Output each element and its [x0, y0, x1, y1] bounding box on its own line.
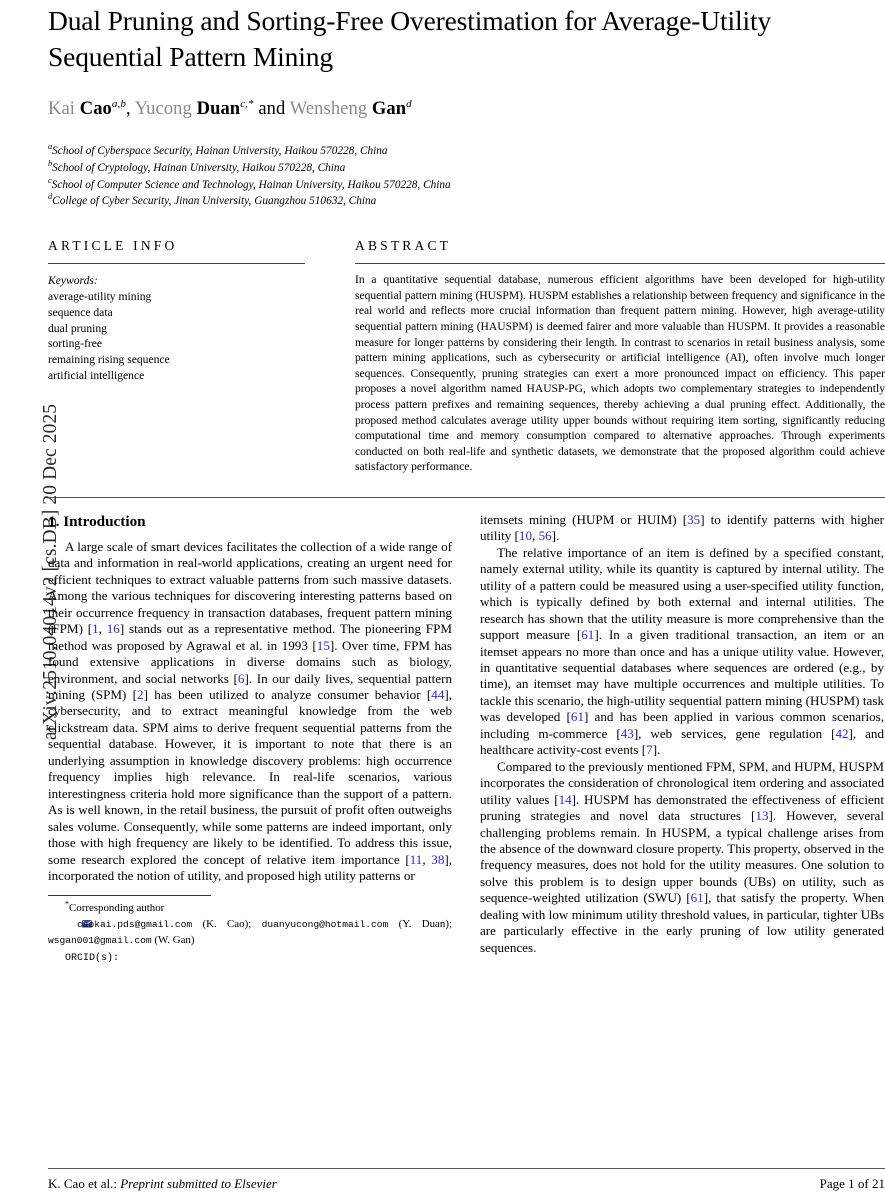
abstract-heading: ABSTRACT: [355, 238, 452, 254]
footer-authors: K. Cao et al.:: [48, 1176, 117, 1191]
orcid-label: ORCID(s):: [65, 952, 120, 964]
footnote-block: [48, 895, 452, 966]
affiliation-line: [48, 143, 885, 160]
email-author-1[interactable]: caokai.pds@gmail.com: [77, 919, 193, 931]
citation-link[interactable]: 61: [581, 627, 595, 643]
email-owner-2: (Y. Duan);: [398, 918, 452, 931]
two-column-body: [48, 512, 885, 967]
affiliation-mark: a: [48, 142, 53, 152]
footnote-corresponding-text: Corresponding author: [69, 902, 165, 915]
author-surname: Cao: [79, 99, 112, 119]
body-column-left: [48, 512, 452, 967]
envelope-icon: [65, 918, 75, 926]
footnote-emails: [48, 917, 452, 949]
section-heading-introduction: 1. Introduction: [48, 512, 146, 530]
citation-link[interactable]: 14: [558, 791, 572, 807]
arxiv-identifier-stamp: arXiv:2510.04014v2 [cs.DB] 20 Dec 2025: [40, 403, 61, 741]
article-info-heading: ARTICLE INFO: [48, 238, 178, 254]
affiliation-text: School of Cryptology, Hainan University, Haikou 570228, China: [52, 161, 346, 174]
body-paragraph: itemsets mining (HUPM or HUIM) [35] to identify patterns with higher utility [10, 56].: [480, 511, 884, 544]
affiliation-list: [48, 143, 885, 210]
keyword-item: sorting-free: [48, 337, 103, 351]
affiliation-text: College of Cyber Security, Jinan University, Guangzhou 510632, China: [52, 195, 377, 208]
author-given-name: Yucong: [134, 99, 197, 119]
author-list: [48, 97, 885, 121]
citation-link[interactable]: 44: [431, 686, 445, 702]
abstract-column: [355, 238, 885, 476]
citation-link[interactable]: 13: [755, 808, 769, 824]
affiliation-mark: c: [48, 175, 52, 185]
footer-page-number: Page 1 of 21: [819, 1176, 885, 1191]
footnote-rule: [48, 895, 211, 896]
footer-left: [48, 1176, 277, 1192]
paper-page: [48, 0, 885, 1200]
citation-link[interactable]: 7: [646, 742, 653, 758]
citation-link[interactable]: 1: [92, 621, 99, 637]
author-given-name: Kai: [48, 99, 80, 119]
author-given-name: Wensheng: [289, 99, 372, 119]
keyword-item: average-utility mining: [48, 289, 152, 303]
asterisk-icon: *: [65, 899, 69, 909]
citation-link[interactable]: 10: [518, 528, 533, 544]
affiliation-text: School of Cyberspace Security, Hainan University, Haikou 570228, China: [52, 145, 388, 157]
body-paragraph: A large scale of smart devices facilitates the collection of a wide range of data and information in real-world applications, creating an urgent need for efficient techniques to extract valuable patterns from such massive datasets. Among the various techniques for discovering interesting patterns based on their occurrence frequency in transaction databases, frequent pattern mining (FPM) [1, 16] stands out as a representative method. The pioneering FPM method was proposed by Agrawal et al. in 1993 [15]. Over time, FPM has found extensive applications in diverse domains such as biology, environment, and social networks [6]. In our daily lives, sequential pattern mining (SPM) [2] has been utilized to analyze consumer behavior [44], cybersecurity, and to extract meaningful knowledge from the web clickstream data. SPM aims to derive frequent sequential patterns from the sequential database. However, it is important to note that there is an underlying assumption in knowledge discovery problems: high occurrence frequency implies high relevance. In real-life scenarios, various interestingness criteria hold more significance than the support of a pattern. As is well known, in the retail business, the pursuit of profit often outweighs sales volume. Consequently, while some patterns are indeed important, only those with high frequency are likely to be identified. To address this issue, some research explored the concept of relative item importance [11, 38], incorporated the notion of utility, and proposed high utility patterns or: [48, 538, 453, 883]
keyword-item: remaining rising sequence: [48, 353, 170, 367]
affiliation-line: [48, 177, 885, 194]
affiliation-line: [48, 193, 885, 210]
affiliation-text: School of Computer Science and Technology, Hainan University, Haikou 570228, China: [51, 178, 451, 191]
keyword-item: dual pruning: [48, 321, 107, 335]
keyword-item: artificial intelligence: [48, 368, 145, 382]
footer-row: [48, 1176, 885, 1192]
citation-link[interactable]: 16: [106, 621, 120, 637]
author-affiliation-mark: c,*: [240, 97, 254, 110]
abstract-rule: [355, 263, 885, 264]
affiliation-mark: b: [48, 159, 53, 169]
footnote-orcid: [48, 950, 452, 967]
affiliation-mark: d: [48, 192, 53, 202]
citation-link[interactable]: 35: [687, 511, 701, 527]
abstract-text: In a quantitative sequential database, numerous efficient algorithms have been developed for high-utility sequential pattern mining (HUSPM). HUSPM establishes a relationship between frequency and significance in the real world and reflects more crucial information than frequent pattern mining. However, high average-utility sequential pattern mining (HAUSPM) is deemed fairer and more valuable than HUSPM. It provides a reasonable measure for longer patterns by considering their length. In contrast to scenarios in retail business analysis, some pattern mining applications, such as cybersecurity or artificial intelligence (AI), often involve much longer sequences. Consequently, pruning strategies can exert a more pronounced impact on efficiency. This paper proposes a novel algorithm named HAUSP-PG, which adopts two complementary strategies to independently process pattern prefixes and remaining sequences, thereby achieving a dual pruning effect. Additionally, the proposed method calculates average utility upper bounds without requiring item sorting, significantly reducing computational time and memory consumption compared to alternative approaches. Through experiments conducted on both real-life and synthetic datasets, we demonstrate that the proposed algorithm could achieve satisfactory performance.: [355, 274, 885, 474]
page-title: Dual Pruning and Sorting-Free Overestimation for Average-Utility Sequential Pattern Mining: [48, 5, 772, 72]
email-owner-3: (W. Gan): [154, 933, 195, 946]
footer-rule: [48, 1168, 885, 1169]
keywords-list: [48, 289, 305, 384]
email-author-2[interactable]: duanyucong@hotmail.com: [261, 919, 389, 931]
citation-link[interactable]: 11: [409, 851, 423, 867]
footer-status: Preprint submitted to Elsevier: [120, 1176, 277, 1191]
header-block-divider: [48, 497, 885, 498]
affiliation-line: [48, 160, 885, 177]
body-column-right: [480, 512, 884, 967]
author-separator: and: [253, 99, 290, 119]
keyword-item: sequence data: [48, 305, 113, 319]
author-surname: Duan: [196, 99, 241, 119]
citation-link[interactable]: 2: [137, 686, 144, 702]
author-affiliation-mark: d: [406, 97, 412, 110]
keywords-label: Keywords:: [48, 274, 98, 288]
citation-link[interactable]: 6: [237, 670, 245, 686]
article-info-column: [48, 238, 305, 476]
citation-link[interactable]: 15: [316, 637, 330, 653]
citation-link[interactable]: 61: [570, 709, 584, 725]
citation-link[interactable]: 42: [835, 725, 849, 741]
email-owner-1: (K. Cao);: [202, 918, 252, 931]
page-footer: [48, 1168, 885, 1192]
article-info-abstract-block: [48, 238, 885, 476]
citation-link[interactable]: 38: [431, 851, 445, 867]
keywords-block: [48, 273, 305, 384]
body-paragraph: Compared to the previously mentioned FPM, SPM, and HUPM, HUSPM incorporates the consideration of chronological item ordering and associated utility values [14]. HUSPM has demonstrated the effectiveness of efficient pruning strategies and novel data structures [13]. However, several challenging problems remain. In HUSPM, a typical challenge arises from the absence of the downward closure property. This property, observed in the frequency measures, does not hold for the utility measures. One solution to solve this problem is to design upper bounds (UBs) on utility, such as sequence-weighted utilization (SWU) [61], that satisfy the property. When dealing with low minimum utility threshold values, in particular, tighter UBs are particularly effective in the early pruning of low utility generated sequences.: [480, 758, 884, 955]
author-separator: ,: [125, 99, 135, 119]
body-paragraph: The relative importance of an item is defined by a specified constant, namely external utility, while its quantity is captured by internal utility. The utility of a pattern could be measured using a user-specified utility function, which is typically defined by both external and internal utilities. The research has shown that the utility measure is more comprehensive than the support measure [61]. In a given traditional transaction, an item or an itemset appears no more than once and has a unique utility value. However, in quantitative sequential databases where sequences are ordered (e.g., by time), an itemset may have multiple occurrences and multiple utilities. To tackle this scenario, the high-utility sequential pattern mining (HUSPM) task was developed [61] and has been applied in various common scenarios, including m-commerce [43], web services, gene regulation [42], and healthcare activity-cost events [7].: [480, 544, 885, 758]
author-surname: Gan: [371, 99, 407, 119]
citation-link[interactable]: 56: [538, 528, 552, 544]
footnote-corresponding-author: [48, 901, 452, 916]
citation-link[interactable]: 43: [620, 725, 634, 741]
email-author-3[interactable]: wsgan001@gmail.com: [48, 934, 152, 946]
author-affiliation-mark: a,b: [111, 97, 126, 110]
article-info-rule: [48, 263, 305, 264]
citation-link[interactable]: 61: [690, 890, 704, 906]
